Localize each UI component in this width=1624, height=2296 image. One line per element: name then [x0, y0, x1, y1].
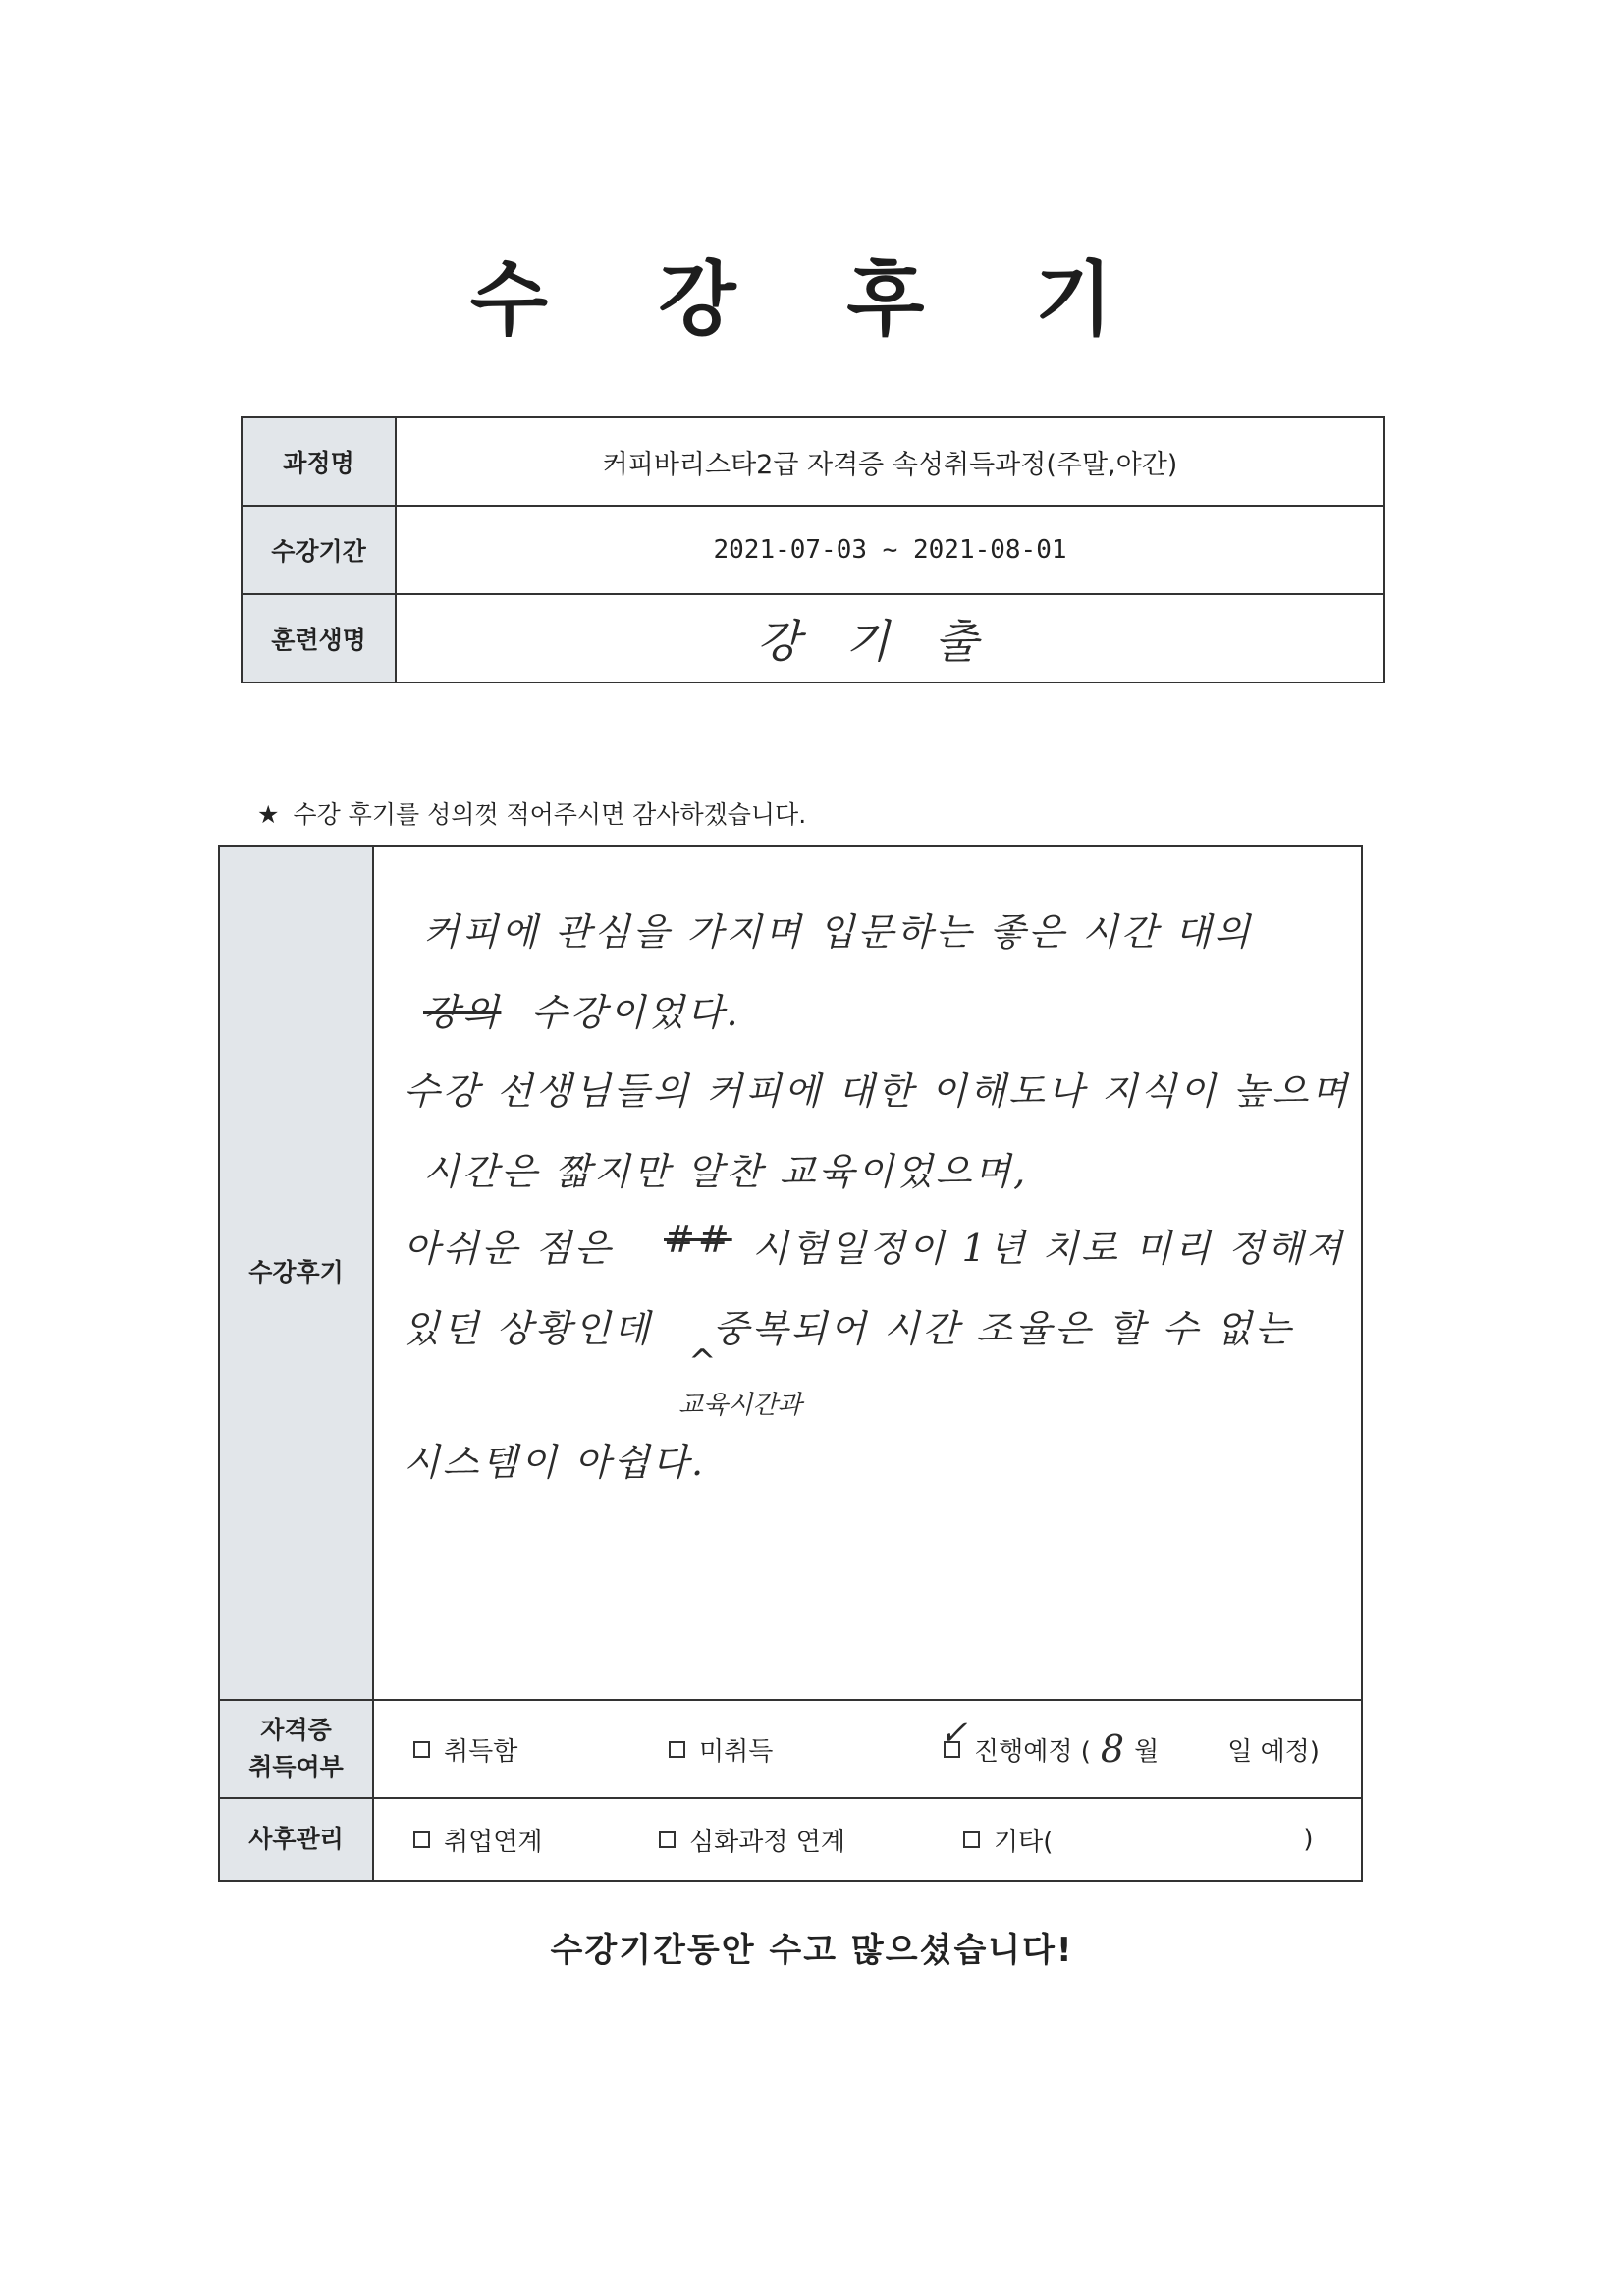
option-obtained-label: 취득함 [444, 1736, 518, 1767]
certificate-label-line2: 취득여부 [248, 1753, 344, 1781]
option-job-label: 취업연계 [444, 1827, 543, 1857]
aftercare-label: 사후관리 [220, 1799, 374, 1880]
certificate-label-line1: 자격증 [260, 1716, 332, 1744]
review-line-5b: 시험일정이 1년 치로 미리 정해져 [752, 1227, 1345, 1270]
option-not-obtained[interactable] [669, 1731, 773, 1768]
review-line-7: 시스템이 아쉽다. [404, 1441, 707, 1484]
review-table [218, 845, 1363, 1882]
review-line-struck-mark: ## [664, 1218, 732, 1261]
course-label: 과정명 [243, 418, 397, 505]
option-scheduled-label: 진행예정 ( [974, 1736, 1091, 1767]
checkbox-other[interactable] [963, 1831, 980, 1848]
review-line-6a: 있던 상황인데 [404, 1307, 653, 1350]
review-line-4: 시간은 짧지만 알찬 교육이었으며, [423, 1150, 1029, 1193]
option-not-obtained-label: 미취득 [699, 1736, 774, 1767]
aftercare-row [220, 1799, 1361, 1880]
review-insert-text: 교육시간과 [678, 1391, 802, 1420]
review-line-6b: 중복되어 시간 조율은 할 수 없는 [713, 1307, 1294, 1350]
day-unit: 일 예정) [1227, 1736, 1320, 1767]
checkbox-advanced[interactable] [659, 1831, 676, 1848]
option-scheduled[interactable] [940, 1713, 1320, 1771]
option-advanced-label: 심화과정 연계 [689, 1827, 845, 1857]
option-advanced[interactable] [659, 1822, 845, 1858]
insert-caret-icon: ^ [688, 1342, 717, 1382]
certificate-row [220, 1701, 1361, 1799]
certificate-label [220, 1701, 374, 1797]
review-line-2: 수강이었다. [531, 991, 741, 1034]
checkmark-icon: ✓ [940, 1713, 968, 1753]
option-obtained[interactable] [413, 1731, 517, 1768]
review-row [220, 847, 1361, 1701]
option-other-close: ) [1303, 1825, 1314, 1854]
option-job[interactable] [413, 1822, 542, 1858]
checkbox-obtained[interactable] [413, 1741, 430, 1758]
review-line-struck: 강의 [423, 991, 502, 1034]
page-title: 수 강 후 기 [469, 253, 1155, 347]
notice-text: 수강 후기를 성의껏 적어주시면 감사하겠습니다. [293, 800, 807, 829]
review-label: 수강후기 [220, 847, 374, 1699]
month-unit: 월 [1134, 1736, 1160, 1767]
option-other[interactable] [963, 1822, 1314, 1858]
name-label: 훈련생명 [243, 595, 397, 682]
course-value: 커피바리스타2급 자격증 속성취득과정(주말,야간) [602, 449, 1178, 480]
scheduled-month: 8 [1100, 1727, 1125, 1771]
period-label: 수강기간 [243, 507, 397, 593]
period-value: 2021-07-03 ~ 2021-08-01 [713, 535, 1067, 565]
course-info-table [241, 416, 1385, 683]
closing-message: 수강기간동안 수고 많으셨습니다! [550, 1931, 1074, 1970]
notice [257, 795, 806, 831]
review-body [374, 847, 1361, 1699]
name-row [243, 595, 1383, 682]
trainee-name: 강기출 [756, 615, 1024, 668]
review-line-1: 커피에 관심을 가지며 입문하는 좋은 시간 대의 [423, 910, 1253, 954]
star-icon: ★ [257, 800, 280, 829]
period-row [243, 507, 1383, 595]
aftercare-options [374, 1799, 1361, 1880]
review-line-5a: 아쉬운 점은 [404, 1227, 614, 1270]
review-line-3: 수강 선생님들의 커피에 대한 이해도나 지식이 높으며 [404, 1069, 1351, 1113]
checkbox-not-obtained[interactable] [669, 1741, 685, 1758]
option-other-label: 기타( [994, 1827, 1054, 1857]
course-row [243, 418, 1383, 507]
checkbox-job[interactable] [413, 1831, 430, 1848]
certificate-options [374, 1701, 1361, 1797]
checkbox-scheduled[interactable] [940, 1713, 968, 1758]
